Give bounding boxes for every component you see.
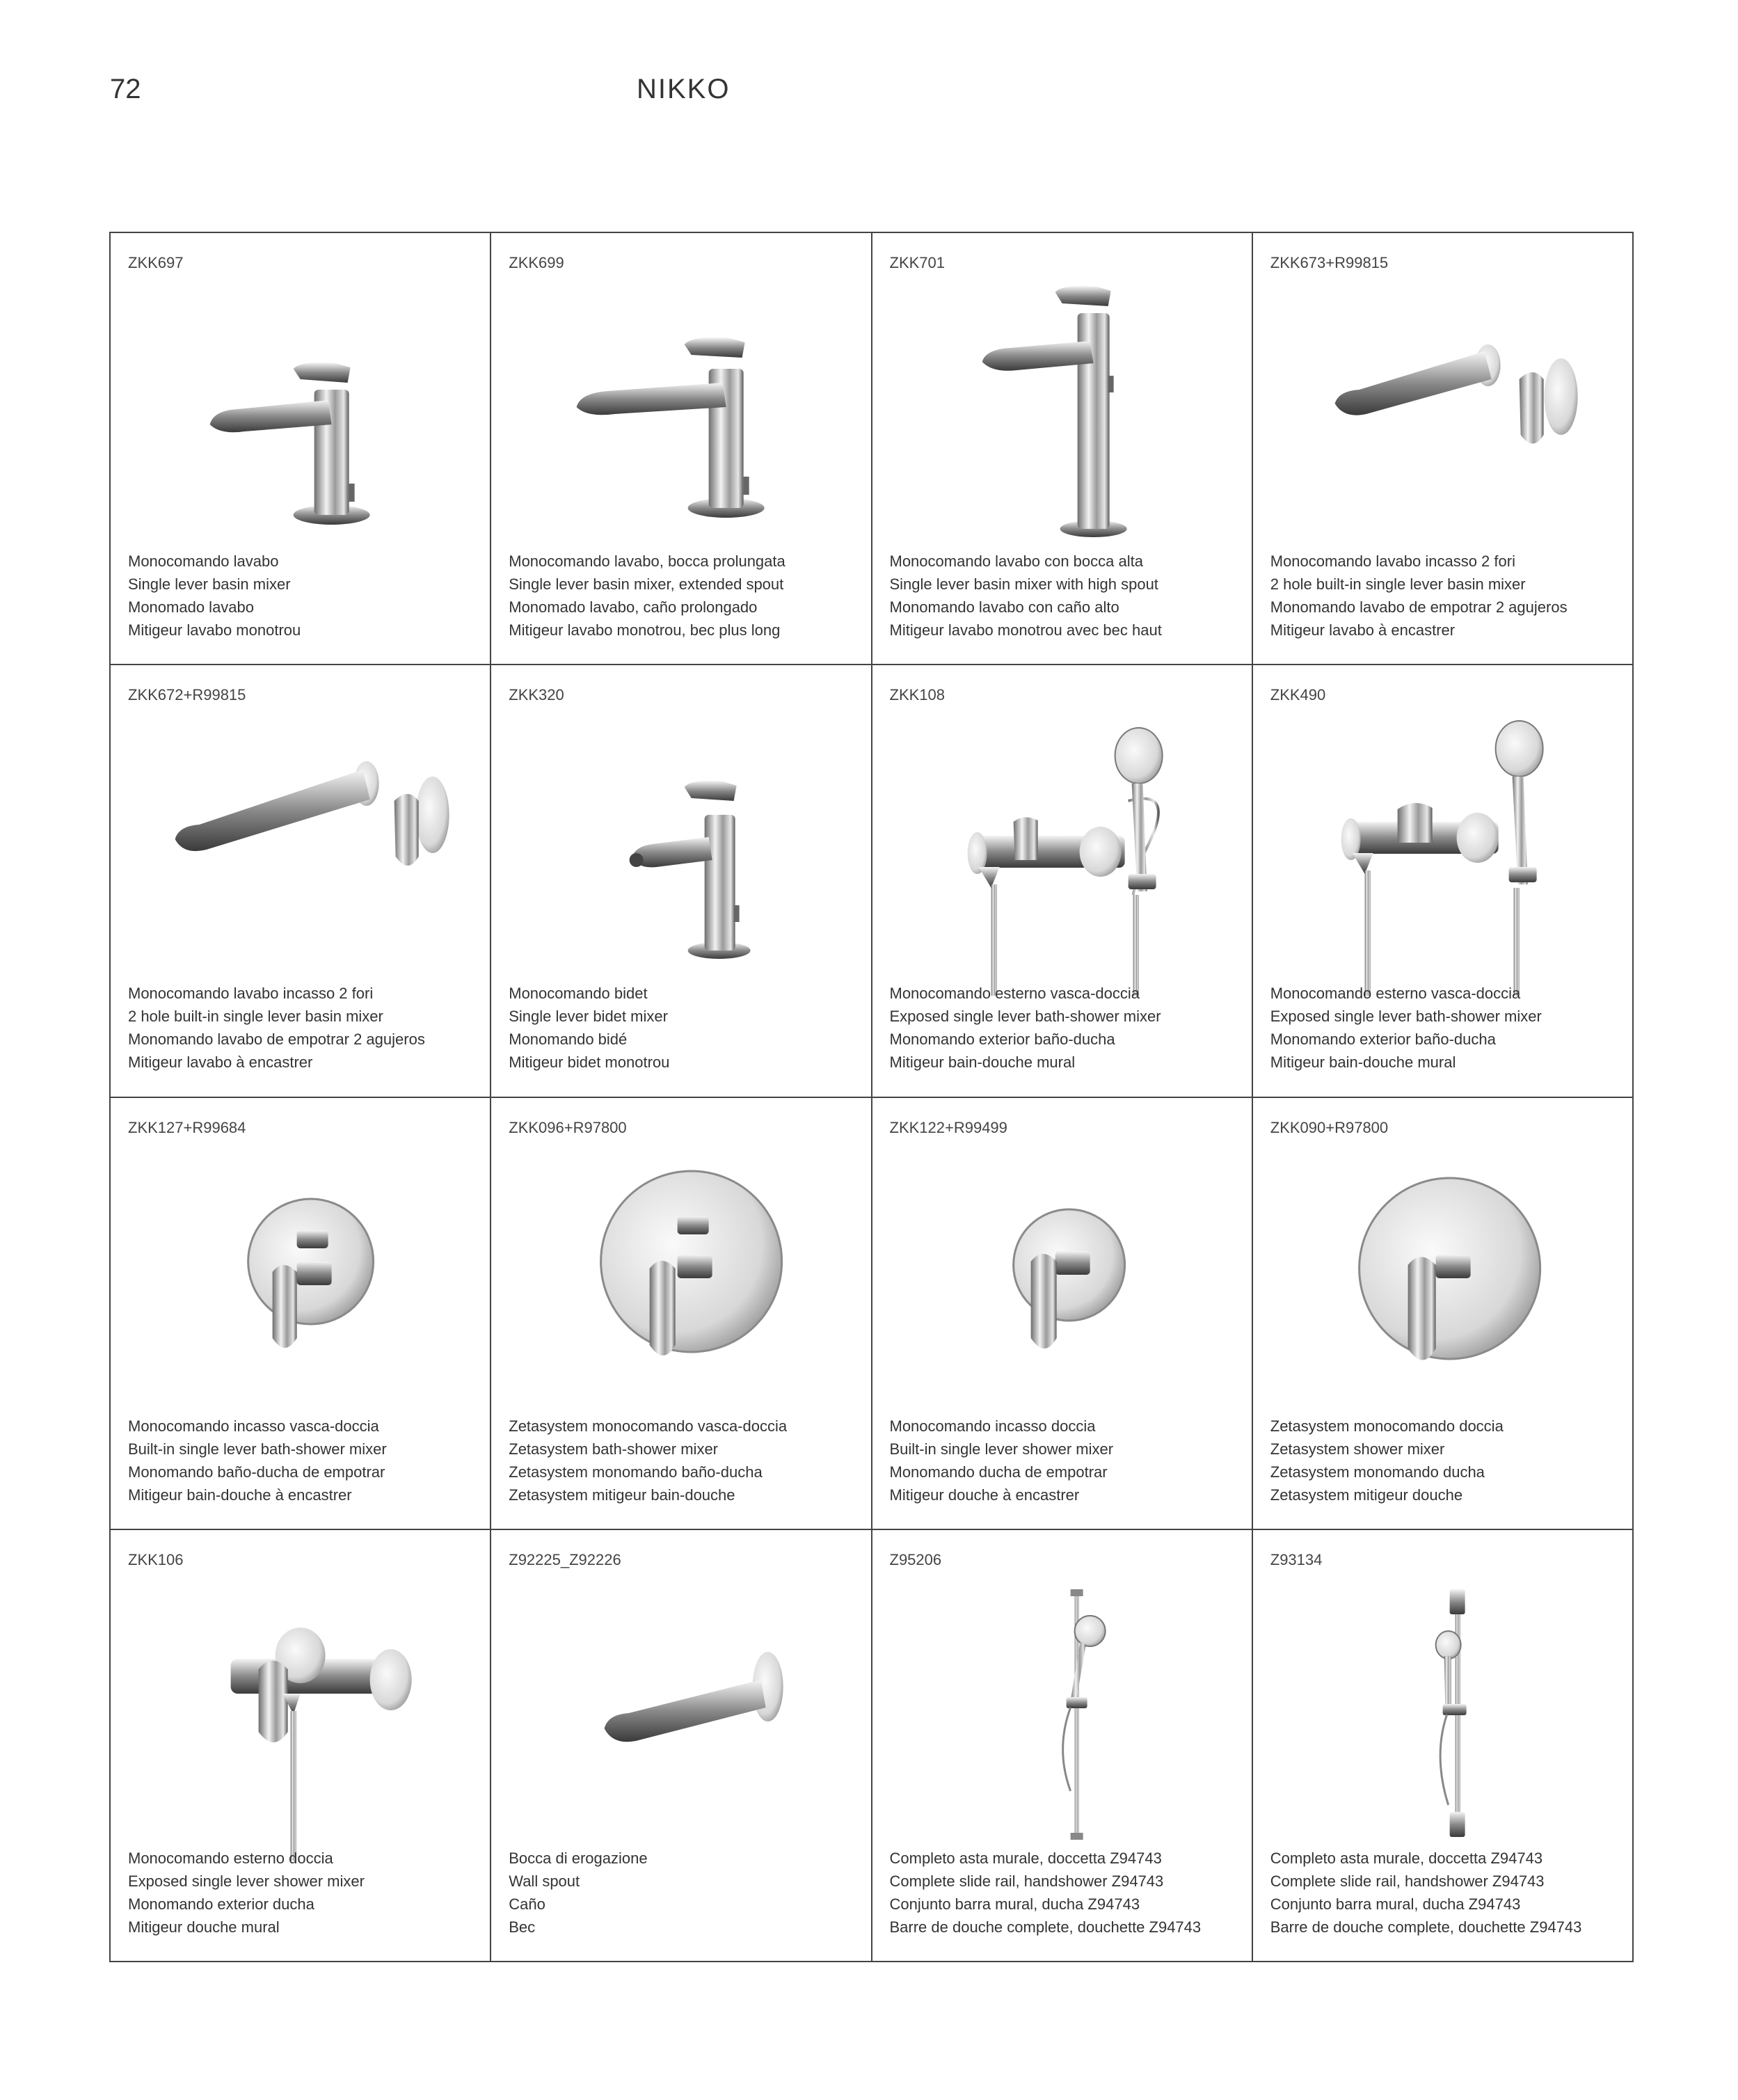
- product-code: ZKK697: [128, 254, 184, 271]
- product-code: ZKK673+R99815: [1270, 254, 1389, 271]
- description-fr: Mitigeur bain-douche mural: [889, 1053, 1076, 1072]
- product-description: [890, 1415, 1114, 1506]
- description-en: Exposed single lever bath-shower mixer: [889, 1008, 1161, 1026]
- product-card: [111, 233, 491, 665]
- product-grid: [109, 232, 1634, 1962]
- description-es: Caño: [509, 1895, 545, 1913]
- description-en: Single lever basin mixer with high spout: [889, 575, 1158, 593]
- product-description: [1270, 1415, 1504, 1506]
- description-en: Exposed single lever shower mixer: [128, 1872, 365, 1890]
- product-code: ZKK699: [509, 254, 564, 271]
- product-code: ZKK672+R99815: [128, 686, 246, 704]
- built-in-shower-mixer-large-icon: [1267, 1150, 1618, 1429]
- description-es: Monomando bidé: [509, 1031, 628, 1049]
- product-code: ZKK108: [889, 686, 945, 704]
- product-description: [509, 1847, 647, 1939]
- description-en: Wall spout: [509, 1872, 580, 1890]
- basin-mixer-high-icon: [886, 285, 1238, 564]
- bath-shower-mixer-icon: [886, 717, 1238, 996]
- product-description: [890, 1847, 1202, 1939]
- wall-basin-mixer-long-icon: [125, 717, 476, 996]
- product-card: [872, 665, 1253, 1097]
- product-description: [509, 982, 669, 1074]
- product-card: [872, 233, 1253, 665]
- description-en: 2 hole built-in single lever basin mixer: [128, 1008, 383, 1026]
- description-it: Zetasystem monocomando vasca-doccia: [509, 1417, 788, 1435]
- description-it: Monocomando lavabo: [128, 552, 279, 570]
- product-card: [1253, 665, 1634, 1097]
- product-card: [491, 1098, 872, 1530]
- wall-spout-icon: [505, 1582, 856, 1861]
- description-fr: Mitigeur lavabo monotrou, bec plus long: [509, 621, 781, 639]
- product-code: Z95206: [889, 1550, 942, 1568]
- slide-rail-icon: [1267, 1582, 1618, 1861]
- product-card: [1253, 1530, 1634, 1962]
- product-code: ZKK490: [1270, 686, 1326, 704]
- description-fr: Mitigeur bidet monotrou: [509, 1053, 670, 1072]
- description-fr: Mitigeur lavabo monotrou avec bec haut: [889, 621, 1162, 639]
- description-fr: Barre de douche complete, douchette Z94743: [1270, 1918, 1582, 1936]
- product-code: ZKK701: [889, 254, 945, 271]
- description-it: Monocomando lavabo incasso 2 fori: [128, 985, 374, 1003]
- description-it: Bocca di erogazione: [509, 1849, 648, 1867]
- description-it: Monocomando esterno vasca-doccia: [889, 985, 1140, 1003]
- description-es: Zetasystem monomando baño-ducha: [509, 1463, 763, 1481]
- built-in-diverter-icon: [125, 1150, 476, 1429]
- product-code: ZKK320: [509, 686, 564, 704]
- description-es: Conjunto barra mural, ducha Z94743: [889, 1895, 1140, 1913]
- description-en: Complete slide rail, handshower Z94743: [889, 1872, 1164, 1890]
- product-description: [1270, 1847, 1582, 1939]
- slide-rail-icon: [886, 1582, 1238, 1861]
- description-it: Monocomando incasso vasca-doccia: [128, 1417, 379, 1435]
- description-fr: Mitigeur douche mural: [128, 1918, 280, 1936]
- basin-mixer-icon: [125, 285, 476, 564]
- description-es: Monomando exterior baño-ducha: [889, 1031, 1115, 1049]
- collection-title: NIKKO: [637, 74, 731, 104]
- product-code: Z92225_Z92226: [509, 1550, 621, 1568]
- description-it: Monocomando incasso doccia: [889, 1417, 1096, 1435]
- product-card: [491, 1530, 872, 1962]
- product-description: [128, 982, 425, 1074]
- description-it: Zetasystem monocomando doccia: [1270, 1417, 1504, 1435]
- description-fr: Mitigeur lavabo monotrou: [128, 621, 301, 639]
- description-es: Monomando lavabo con caño alto: [889, 598, 1119, 616]
- product-code: ZKK106: [128, 1550, 184, 1568]
- description-es: Monomado lavabo, caño prolongado: [509, 598, 758, 616]
- description-it: Monocomando lavabo, bocca prolungata: [509, 552, 786, 570]
- description-es: Zetasystem monomando ducha: [1270, 1463, 1485, 1481]
- description-fr: Mitigeur douche à encastrer: [889, 1486, 1080, 1504]
- product-card: [1253, 1098, 1634, 1530]
- product-code: ZKK122+R99499: [889, 1118, 1007, 1136]
- description-en: Complete slide rail, handshower Z94743: [1270, 1872, 1545, 1890]
- description-fr: Mitigeur bain-douche à encastrer: [128, 1486, 352, 1504]
- product-description: [509, 550, 786, 642]
- description-en: Single lever basin mixer: [128, 575, 291, 593]
- product-description: [509, 1415, 787, 1506]
- built-in-diverter-large-icon: [505, 1150, 856, 1429]
- product-card: [491, 233, 872, 665]
- product-code: ZKK096+R97800: [509, 1118, 627, 1136]
- exposed-shower-mixer-icon: [125, 1582, 476, 1861]
- description-it: Completo asta murale, doccetta Z94743: [1270, 1849, 1543, 1867]
- description-en: Built-in single lever bath-shower mixer: [128, 1440, 387, 1458]
- description-en: Single lever bidet mixer: [509, 1008, 668, 1026]
- description-en: Built-in single lever shower mixer: [889, 1440, 1114, 1458]
- description-fr: Barre de douche complete, douchette Z94743: [889, 1918, 1202, 1936]
- product-description: [890, 982, 1161, 1074]
- product-card: [111, 665, 491, 1097]
- product-card: [872, 1098, 1253, 1530]
- description-es: Monomando exterior ducha: [128, 1895, 314, 1913]
- product-code: ZKK090+R97800: [1270, 1118, 1389, 1136]
- product-description: [890, 550, 1162, 642]
- description-es: Conjunto barra mural, ducha Z94743: [1270, 1895, 1521, 1913]
- description-en: Zetasystem shower mixer: [1270, 1440, 1445, 1458]
- product-card: [111, 1530, 491, 1962]
- bath-shower-mixer-icon: [1267, 717, 1618, 996]
- description-fr: Mitigeur lavabo à encastrer: [128, 1053, 313, 1072]
- product-code: Z93134: [1270, 1550, 1323, 1568]
- description-es: Monomando ducha de empotrar: [889, 1463, 1108, 1481]
- description-fr: Zetasystem mitigeur bain-douche: [509, 1486, 735, 1504]
- product-description: [128, 1847, 365, 1939]
- product-description: [128, 550, 301, 642]
- built-in-shower-mixer-icon: [886, 1150, 1238, 1429]
- description-it: Monocomando lavabo con bocca alta: [889, 552, 1143, 570]
- product-description: [1270, 982, 1542, 1074]
- product-card: [872, 1530, 1253, 1962]
- product-description: [128, 1415, 387, 1506]
- wall-basin-mixer-icon: [1267, 285, 1618, 564]
- description-fr: Zetasystem mitigeur douche: [1270, 1486, 1463, 1504]
- description-en: 2 hole built-in single lever basin mixer: [1270, 575, 1526, 593]
- basin-mixer-extended-icon: [505, 285, 856, 564]
- description-it: Monocomando lavabo incasso 2 fori: [1270, 552, 1515, 570]
- product-card: [1253, 233, 1634, 665]
- description-es: Monomando exterior baño-ducha: [1270, 1031, 1496, 1049]
- product-code: ZKK127+R99684: [128, 1118, 246, 1136]
- description-it: Monocomando esterno doccia: [128, 1849, 333, 1867]
- description-it: Monocomando bidet: [509, 985, 648, 1003]
- description-es: Monomando lavabo de empotrar 2 agujeros: [128, 1031, 425, 1049]
- page-number: 72: [110, 74, 141, 104]
- description-fr: Mitigeur bain-douche mural: [1270, 1053, 1456, 1072]
- description-es: Monomando lavabo de empotrar 2 agujeros: [1270, 598, 1568, 616]
- description-es: Monomado lavabo: [128, 598, 255, 616]
- description-en: Zetasystem bath-shower mixer: [509, 1440, 719, 1458]
- description-it: Monocomando esterno vasca-doccia: [1270, 985, 1521, 1003]
- description-en: Exposed single lever bath-shower mixer: [1270, 1008, 1542, 1026]
- product-card: [491, 665, 872, 1097]
- description-en: Single lever basin mixer, extended spout: [509, 575, 784, 593]
- description-fr: Bec: [509, 1918, 536, 1936]
- description-fr: Mitigeur lavabo à encastrer: [1270, 621, 1456, 639]
- bidet-mixer-icon: [505, 717, 856, 996]
- description-it: Completo asta murale, doccetta Z94743: [889, 1849, 1162, 1867]
- product-card: [111, 1098, 491, 1530]
- product-description: [1270, 550, 1568, 642]
- description-es: Monomando baño-ducha de empotrar: [128, 1463, 385, 1481]
